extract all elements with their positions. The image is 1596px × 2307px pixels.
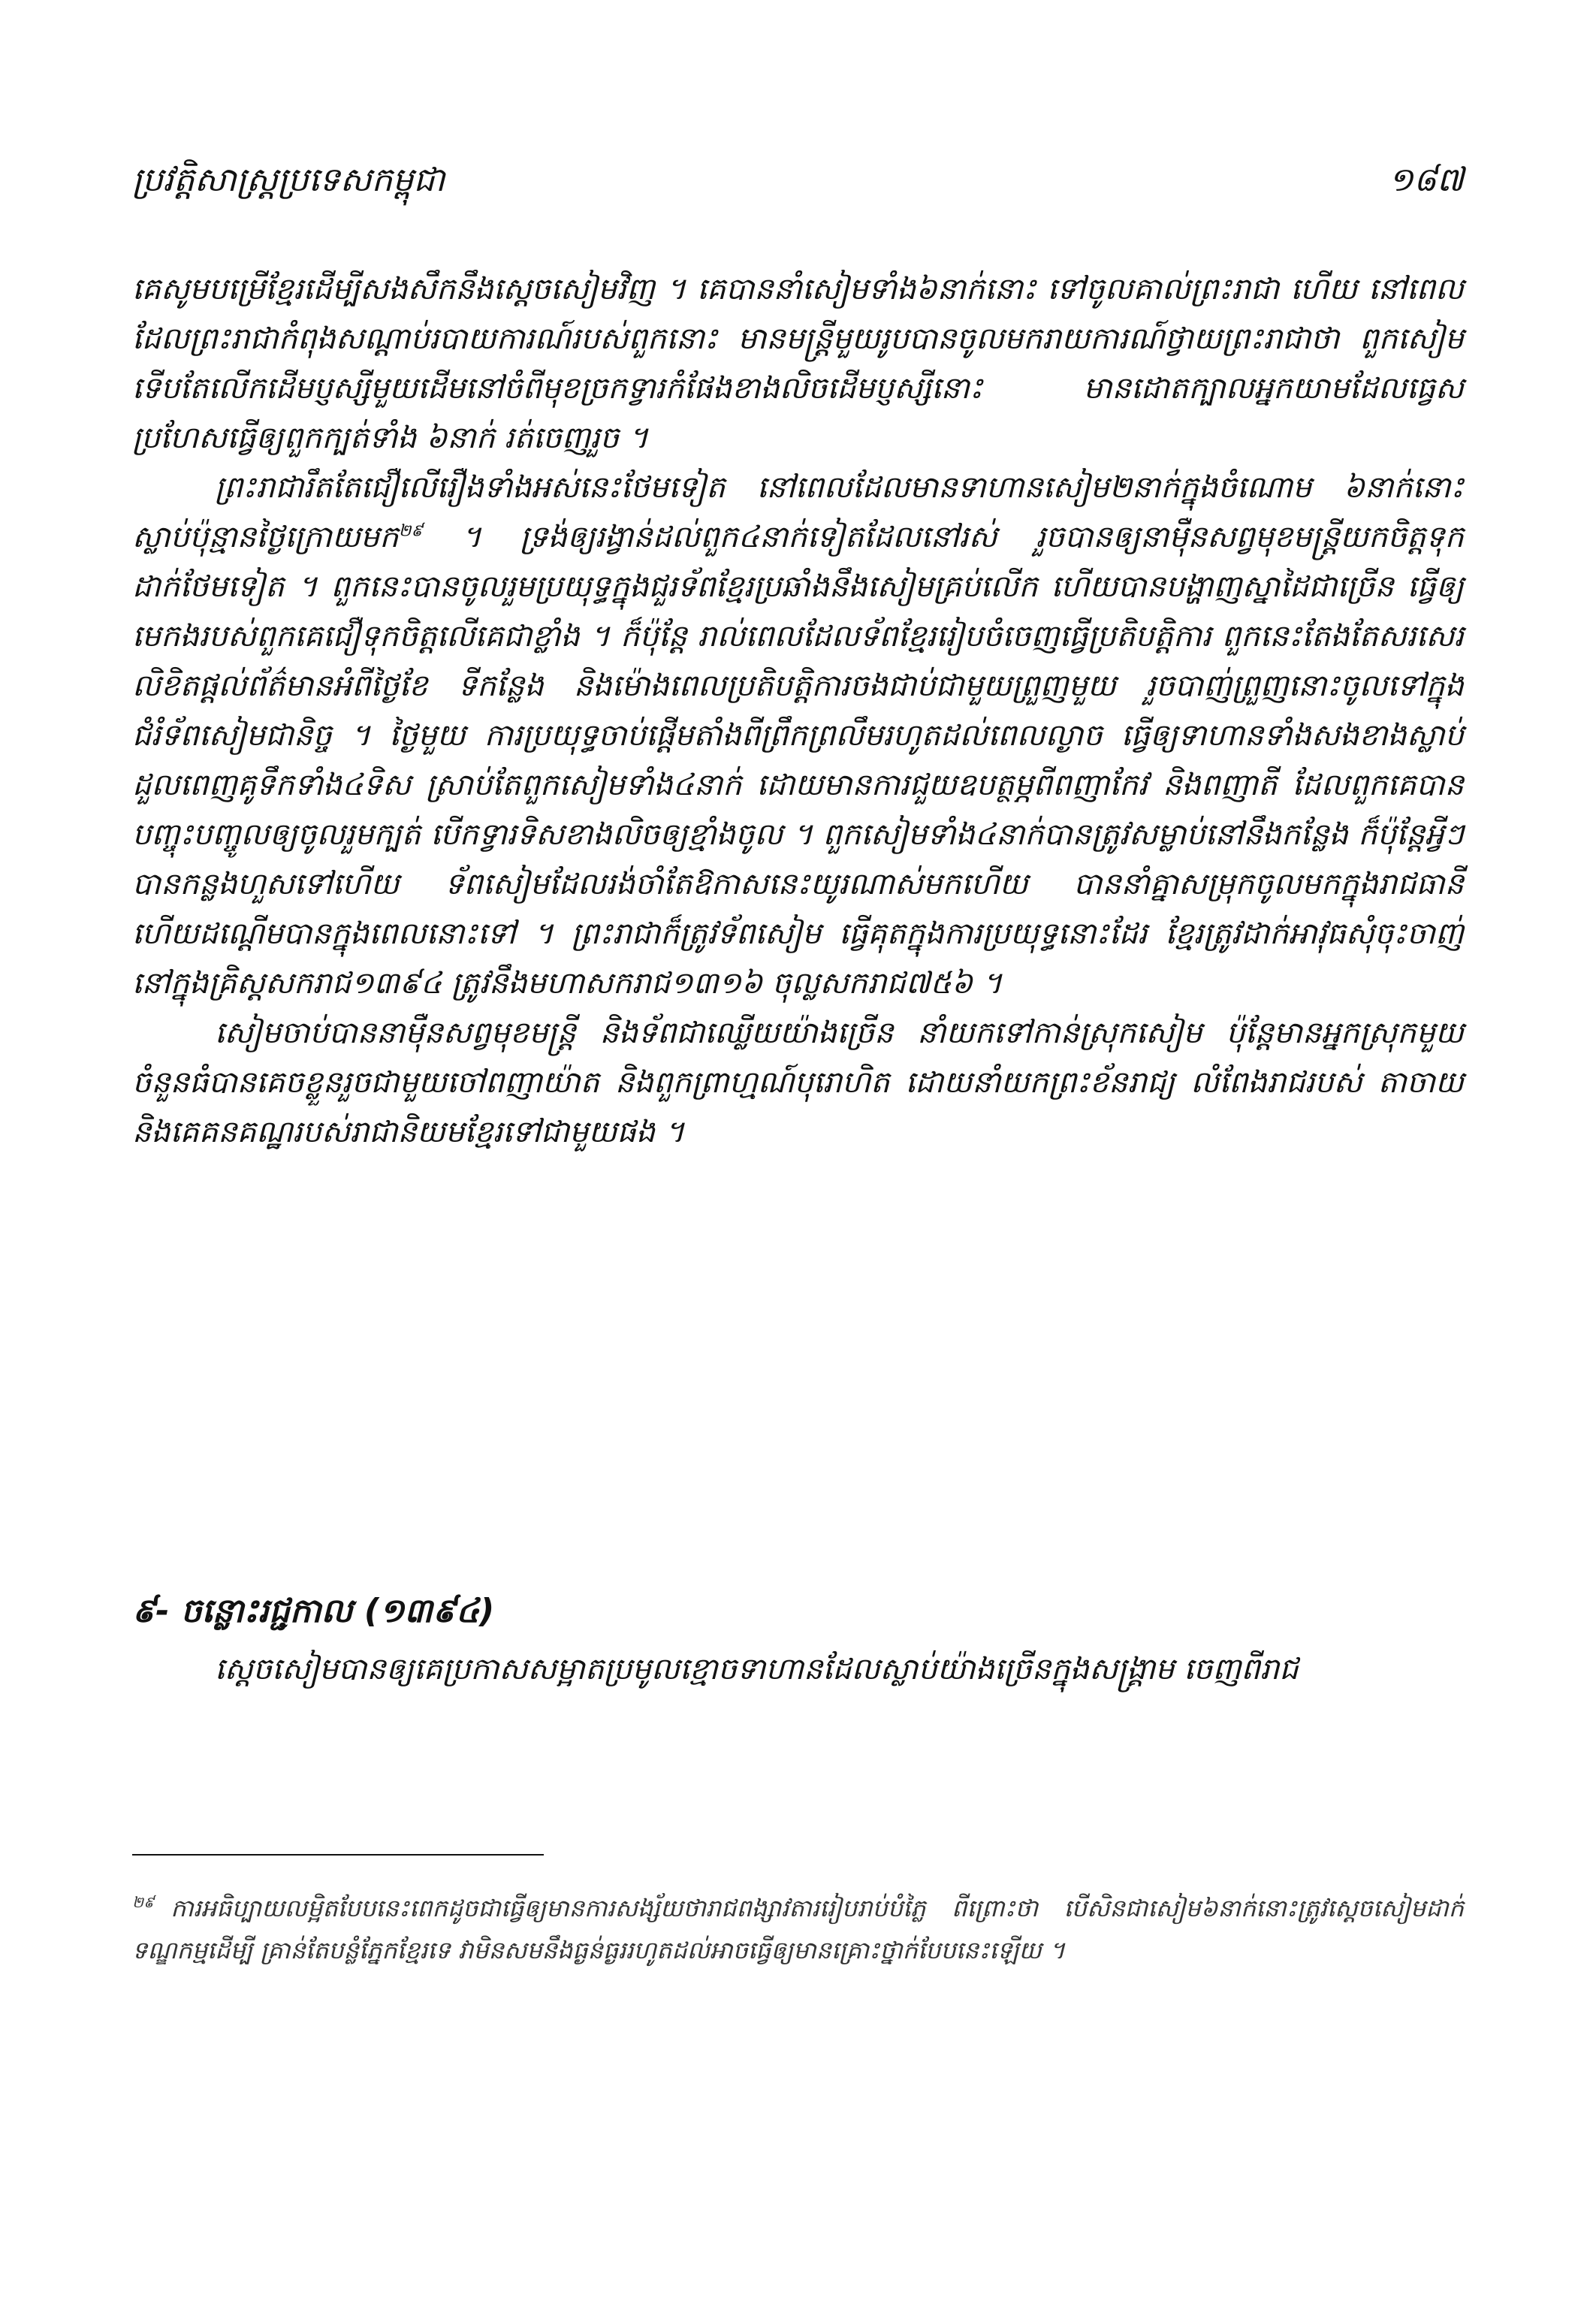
- section-heading: ៩- ចន្លោះរជ្ជកាល (១៣៩៤): [132, 1592, 495, 1630]
- section-9: [132, 1581, 1464, 1694]
- footnote-mark: ២៩: [132, 1893, 155, 1912]
- paragraph-1: គេសូមបម្រើខ្មែរដើម្បីសងសឹកនឹងស្តេចសៀមវិញ ។ គេបាននាំសៀមទាំង៦នាក់នោះ ទៅចូលគាល់ព្រះរាជា ហើយ នៅពេលដែលព្រះរាជាកំពុងសណ្តាប់របាយការណ៍របស់ពួកនោះ មានមន្ត្រីមួយរូបបានចូលមករាយការណ៍ថ្វាយព្រះរាជាថា ពួកសៀមទើបតែលើកដើមប្ញស្សីមួយដើមនៅចំពីមុខច្រកទ្វារកំផែងខាងលិចដើមប្ញស្សីនោះ មានដោតក្បាលអ្នកយាមដែលធ្វេសប្រហែសធ្វើឲ្យពួកក្បត់ទាំង ៦នាក់ រត់ចេញរួច ។: [132, 272, 1464, 455]
- paragraph-2: [132, 463, 1464, 1008]
- paragraph-2-start: ព្រះរាជារឹតតែជឿលើរឿងទាំងអស់នេះថែមទៀត នៅពេលដែលមានទាហានសៀម២នាក់ក្នុងចំណោម ៦នាក់នោះ ស្លាប់ប៉ុន្មានថ្ងៃក្រោយមក: [132, 470, 1464, 554]
- footnotes: [132, 1887, 1464, 1971]
- body-text: [132, 264, 1464, 1157]
- footnote-29: [132, 1887, 1464, 1971]
- paragraph-2-rest: ។ ទ្រង់ឲ្យរង្វាន់ដល់ពួក៤នាក់ទៀតដែលនៅរស់ រួចបានឲ្យនាម៉ឺនសព្វមុខមន្ត្រីយកចិត្តទុកដាក់ថែមទៀត ។ ពួកនេះបានចូលរួមប្រយុទ្ធក្នុងជួរទ័ពខ្មែរប្រឆាំងនឹងសៀមគ្រប់លើក ហើយបានបង្ហាញស្នាដៃជាច្រើន ធ្វើឲ្យមេកងរបស់ពួកគេជឿទុកចិត្តលើគេជាខ្លាំង ។ ក៏ប៉ុន្តែ រាល់ពេលដែលទ័ពខ្មែររៀបចំចេញធ្វើប្រតិបត្តិការ ពួកនេះតែងតែសរសេរលិខិតផ្តល់ព័ត៌មានអំពីថ្ងៃខែ ទីកន្លែង និងម៉ោងពេលប្រតិបត្តិការចងជាប់ជាមួយព្រួញមួយ រួចបាញ់ព្រួញនោះចូលទៅក្នុងជំរំទ័ពសៀមជានិច្ច ។ ថ្ងៃមួយ ការប្រយុទ្ធចាប់ផ្តើមតាំងពីព្រឹកព្រលឹមរហូតដល់ពេលល្ងាច ធ្វើឲ្យទាហានទាំងសងខាងស្លាប់ ដួលពេញគូទឹកទាំង៤ទិស ស្រាប់តែពួកសៀមទាំង៤នាក់ ដោយមានការជួយឧបត្ថម្ភពីពញាកែវ និងពញាតី ដែលពួកគេបានបញ្ចុះបញ្ចូលឲ្យចូលរួមក្បត់ បើកទ្វារទិសខាងលិចឲ្យខ្មាំងចូល ។ ពួកសៀមទាំង៤នាក់បានត្រូវសម្លាប់នៅនឹងកន្លែង ក៏ប៉ុន្តែអ្វីៗបានកន្លងហួសទៅហើយ ទ័ពសៀមដែលរង់ចាំតែឱកាសនេះយូរណាស់មកហើយ បាននាំគ្នាសម្រុកចូលមកក្នុងរាជធានី ហើយដណ្តើមបានក្នុងពេលនោះទៅ ។ ព្រះរាជាក៏ត្រូវទ័ពសៀម ធ្វើគុតក្នុងការប្រយុទ្ធនោះដែរ ខ្មែរត្រូវដាក់អាវុធសុំចុះចាញ់នៅក្នុងគ្រិស្តសករាជ១៣៩៤ ត្រូវនឹងមហាសករាជ១៣១៦ ចុល្លសករាជ៧៥៦ ។: [132, 520, 1464, 1001]
- footnote-divider: [132, 1854, 544, 1856]
- running-head: [132, 150, 1464, 210]
- section-paragraph: ស្តេចសៀមបានឲ្យគេប្រកាសសម្អាតប្រមូលខ្មោចទាហានដែលស្លាប់យ៉ាងច្រើនក្នុងសង្គ្រាម ចេញពីរាជ: [215, 1652, 1299, 1686]
- paragraph-3: សៀមចាប់បាននាម៉ឺនសព្វមុខមន្ត្រី និងទ័ពជាឈ្លើយយ៉ាងច្រើន នាំយកទៅកាន់ស្រុកសៀម ប៉ុន្តែមានអ្នកស្រុកមួយចំនួនធំបានគេចខ្លួនរួចជាមួយចៅពញាយ៉ាត និងពួកព្រាហ្មណ៍បុរោហិត ដោយនាំយកព្រះខ័នរាជ្យ លំពែងរាជរបស់ តាចាយ និងគេគនគណ្ឋរបស់រាជានិយមខ្មែរទៅជាមួយផង ។: [132, 1016, 1464, 1149]
- page-number: ១៨៧: [1388, 161, 1464, 199]
- footnote-reference[interactable]: ២៩: [398, 521, 423, 541]
- book-title: ប្រវត្តិសាស្ត្រប្រទេសកម្ពុជា: [132, 161, 445, 199]
- footnote-text: ការអធិប្បាយលម្អិតបែបនេះពេកដូចជាធ្វើឲ្យមានការសង្ស័យថារាជពង្សាវតាររៀបរាប់បំភ្លៃ ពីព្រោះថា បើសិនជាសៀម៦នាក់នោះត្រូវស្តេចសៀមដាក់ទណ្ឌកម្មដើម្បី គ្រាន់តែបន្លំភ្នែកខ្មែរទេ វាមិនសមនឹងធ្ងន់ធ្ងររហូតដល់អាចធ្វើឲ្យមានគ្រោះថ្នាក់បែបនេះឡើយ ។: [132, 1894, 1464, 1964]
